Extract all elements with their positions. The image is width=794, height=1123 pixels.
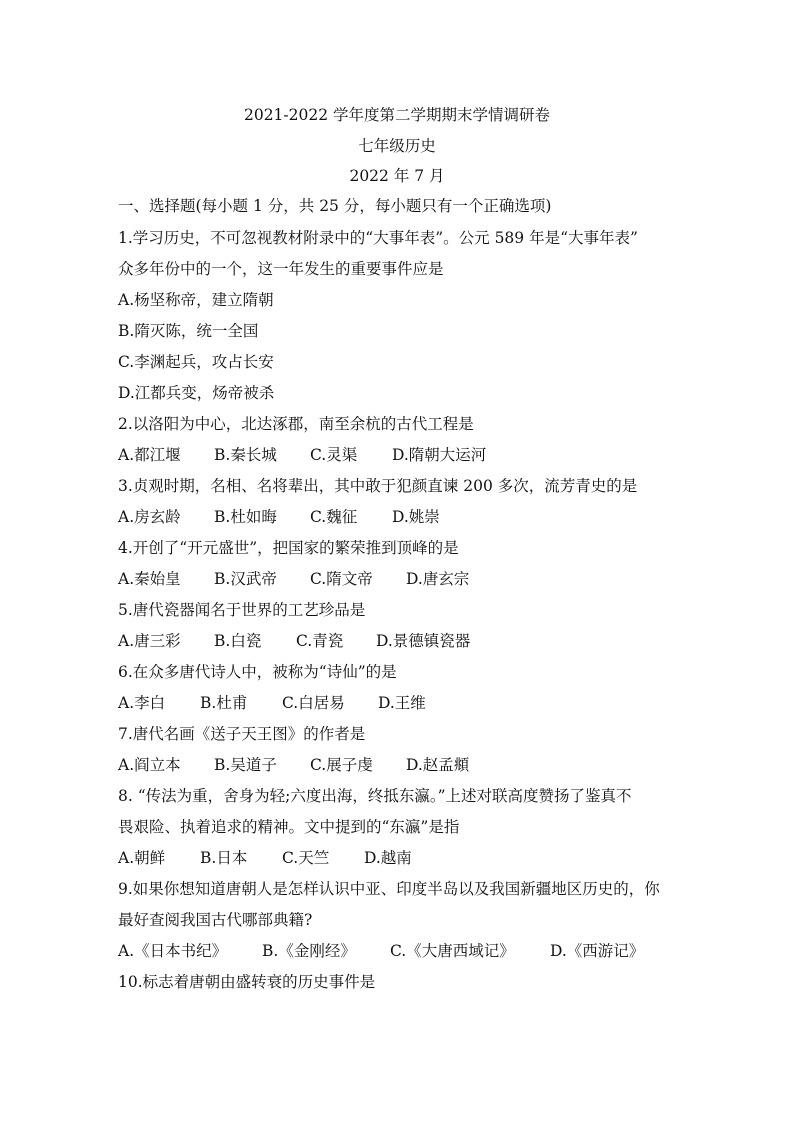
question-option: D.江都兵变，炀帝被杀 — [118, 384, 275, 402]
question-option: C.李渊起兵，攻占长安 — [118, 353, 274, 371]
question-stem-line: 众多年份中的一个，这一年发生的重要事件应是 — [118, 260, 444, 278]
exam-subject: 七年级历史 — [358, 137, 436, 155]
question-option: D.景德镇瓷器 — [376, 632, 471, 650]
options-row — [118, 445, 486, 465]
question-stem-line: 5.唐代瓷器闻名于世界的工艺珍品是 — [118, 601, 366, 619]
question-stem-line: 8. “传法为重，舍身为轻;六度出海，终抵东瀛。”上述对联高度赞扬了鉴真不 — [118, 787, 632, 805]
question-option: A.杨坚称帝，建立隋朝 — [118, 291, 274, 309]
question-option: C.灵渠 — [310, 446, 358, 464]
exam-date: 2022 年 7 月 — [349, 167, 445, 185]
question-stem-line: 最好查阅我国古代哪部典籍? — [118, 911, 313, 929]
question-option: D.姚崇 — [392, 508, 440, 526]
question-stem-line: 2.以洛阳为中心，北达涿郡，南至余杭的古代工程是 — [118, 415, 474, 433]
question-option: B.秦长城 — [214, 446, 277, 464]
question-option: C.天竺 — [282, 849, 330, 867]
question-stem-line: 3.贞观时期，名相、名将辈出，其中敢于犯颜直谏 200 多次，流芳青史的是 — [118, 477, 638, 495]
question-option: B.白瓷 — [214, 632, 262, 650]
question-option: C.青瓷 — [296, 632, 344, 650]
question-option: C.白居易 — [282, 694, 345, 712]
question-stem-line: 畏艰险、执着追求的精神。文中提到的“东瀛”是指 — [118, 818, 460, 836]
question-option: A.秦始皇 — [118, 570, 181, 588]
question-option: A.朝鲜 — [118, 849, 166, 867]
exam-title: 2021-2022 学年度第二学期期末学情调研卷 — [243, 106, 551, 124]
question-stem-line: 9.如果你想知道唐朝人是怎样认识中亚、印度半岛以及我国新疆地区历史的，你 — [118, 880, 660, 898]
question-stem-line: 4.开创了“开元盛世”，把国家的繁荣推到顶峰的是 — [118, 539, 459, 557]
options-row — [118, 848, 412, 868]
question-option: A.都江堰 — [118, 446, 181, 464]
question-option: C.《大唐西域记》 — [390, 942, 515, 960]
section-heading: 一、选择题(每小题 1 分，共 25 分，每小题只有一个正确选项) — [118, 197, 552, 215]
question-option: D.越南 — [364, 849, 412, 867]
question-option: B.吴道子 — [214, 756, 277, 774]
question-option: D.《西游记》 — [550, 942, 645, 960]
question-option: B.杜如晦 — [214, 508, 277, 526]
question-option: D.王维 — [378, 694, 426, 712]
options-row — [118, 755, 469, 775]
options-row — [118, 631, 470, 651]
question-option: C.展子虔 — [310, 756, 373, 774]
question-option: A.唐三彩 — [118, 632, 181, 650]
options-row — [118, 569, 469, 589]
question-option: A.阎立本 — [118, 756, 181, 774]
question-option: D.唐玄宗 — [406, 570, 470, 588]
options-row — [118, 693, 426, 713]
options-row — [118, 507, 440, 527]
question-option: A.李白 — [118, 694, 166, 712]
question-option: B.杜甫 — [200, 694, 248, 712]
question-option: C.隋文帝 — [310, 570, 373, 588]
options-row — [118, 941, 644, 961]
question-option: B.《金刚经》 — [262, 942, 356, 960]
question-stem-line: 10.标志着唐朝由盛转衰的历史事件是 — [118, 973, 376, 991]
question-stem-line: 7.唐代名画《送子天王图》的作者是 — [118, 725, 366, 743]
question-option: C.魏征 — [310, 508, 358, 526]
question-option: B.汉武帝 — [214, 570, 277, 588]
question-option: B.隋灭陈，统一全国 — [118, 322, 259, 340]
question-option: A.房玄龄 — [118, 508, 181, 526]
question-option: D.赵孟頫 — [406, 756, 470, 774]
question-option: D.隋朝大运河 — [392, 446, 487, 464]
question-stem-line: 6.在众多唐代诗人中，被称为“诗仙”的是 — [118, 663, 397, 681]
question-option: B.日本 — [200, 849, 248, 867]
question-stem-line: 1.学习历史，不可忽视教材附录中的“大事年表”。公元 589 年是“大事年表” — [118, 229, 638, 247]
question-option: A.《日本书纪》 — [118, 942, 228, 960]
